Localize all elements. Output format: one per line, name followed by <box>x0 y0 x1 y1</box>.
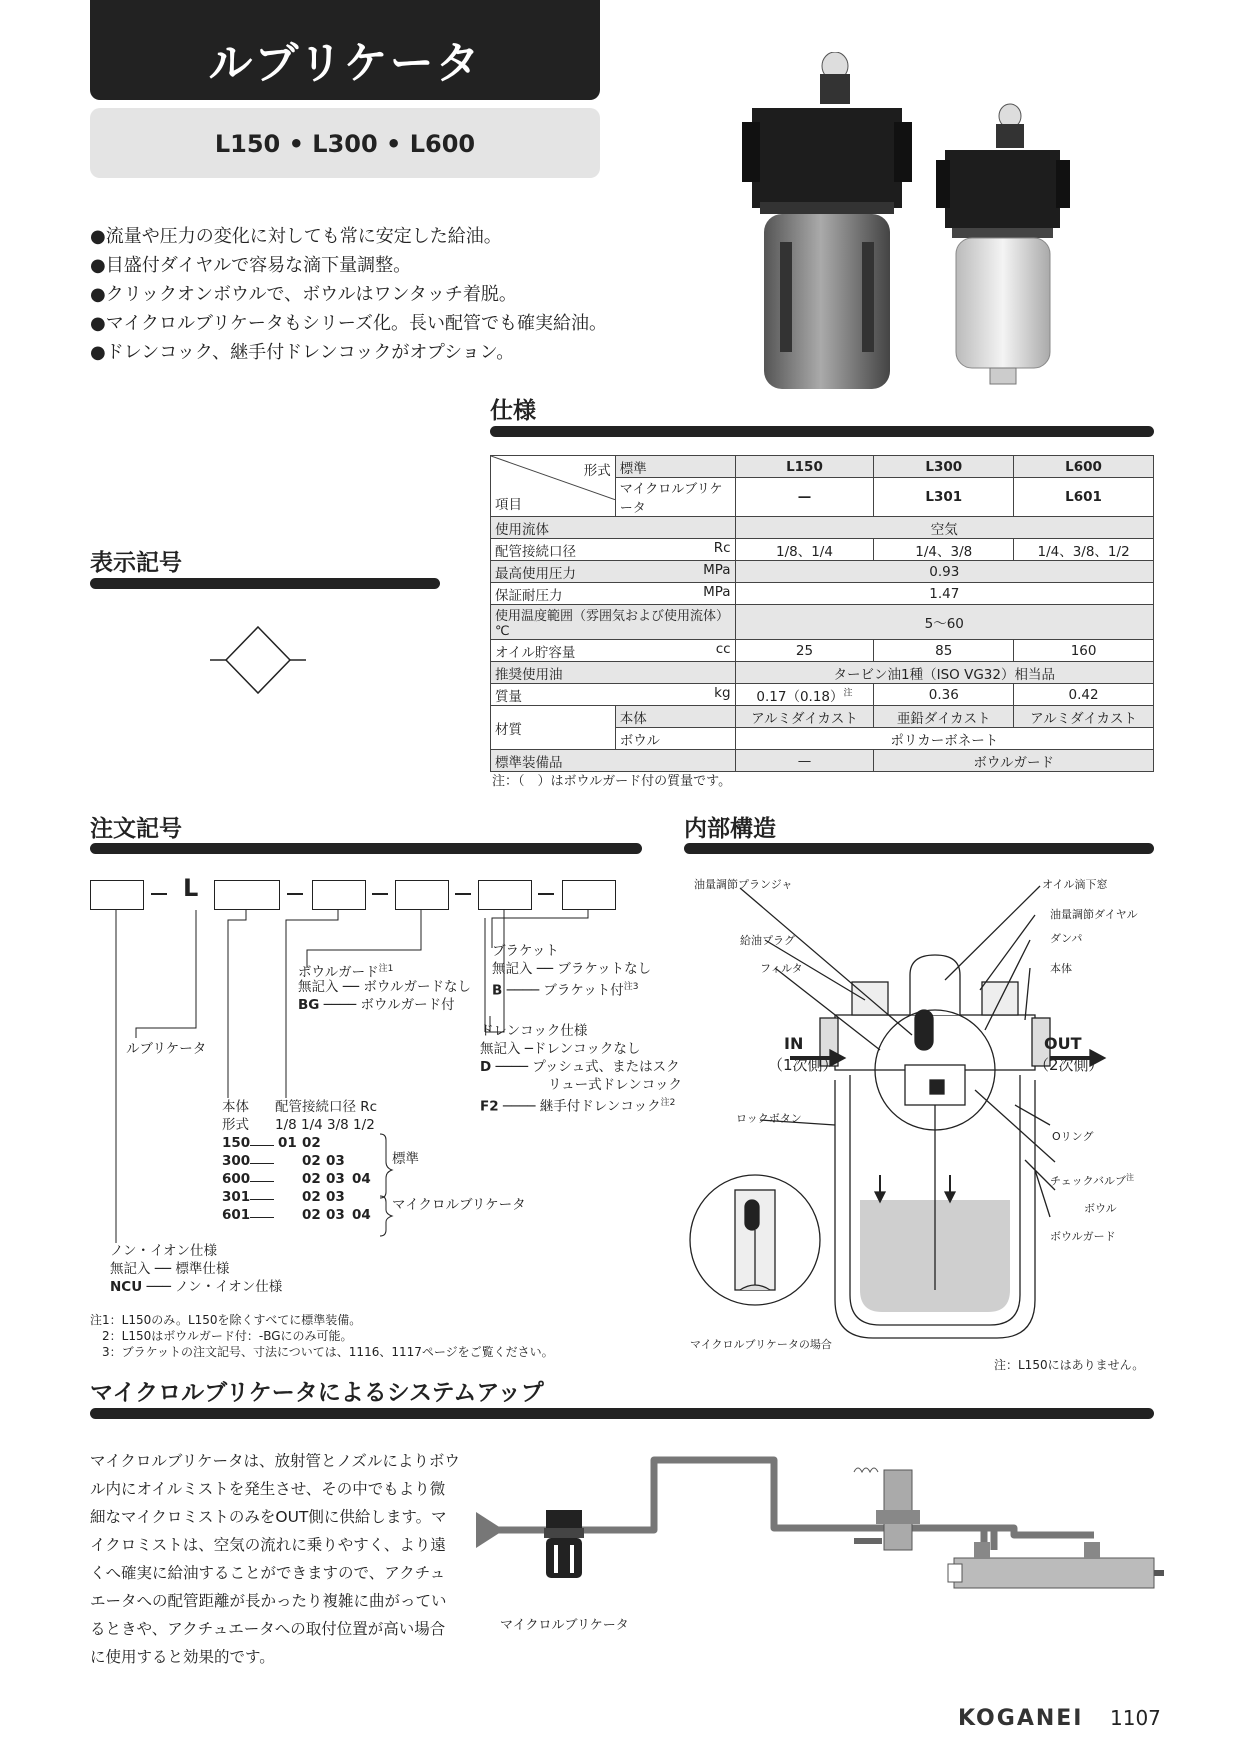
order-val: 標準仕様 <box>175 1261 230 1277</box>
order-micro-label: マイクロルブリケータ <box>392 1197 526 1213</box>
spec-col-l300: L300 <box>874 456 1014 478</box>
label-plunger: 油量調節プランジャ <box>694 878 793 891</box>
order-title: 注文記号 <box>90 816 182 842</box>
order-bowlguard-bg: BG ──── ボウルガード付 <box>298 997 455 1013</box>
order-body-code: 03 <box>326 1153 345 1169</box>
page-number: 1107 <box>1110 1706 1161 1730</box>
order-body-model: 601 <box>222 1207 251 1223</box>
order-note: 3：ブラケットの注文記号、寸法については、1116、1117ページをご覧ください。 <box>102 1345 554 1359</box>
spec-material-bowl-label: ボウル <box>615 728 735 750</box>
order-body-model: 150 <box>222 1135 251 1151</box>
label-lock: ロックボタン <box>736 1112 802 1125</box>
order-key: 無記入 <box>492 961 533 977</box>
spec-row-label: 最高使用圧力 <box>495 565 576 582</box>
spec-temp-value: 5〜60 <box>735 605 1153 640</box>
spec-unit: Rc <box>713 539 731 556</box>
feature-item: ●マイクロルブリケータもシリーズ化。長い配管でも確実給油。 <box>90 313 608 334</box>
spec-port-value: 1/4、3/8、1/2 <box>1014 539 1154 561</box>
spec-col-l150: L150 <box>735 456 874 478</box>
order-nonion-ncu: NCU ─── ノン・イオン仕様 <box>110 1279 283 1295</box>
model-list: L150 • L300 • L600 <box>90 108 600 178</box>
order-note-mark: 注2 <box>660 1098 676 1108</box>
order-val: ボウルガード付 <box>360 997 455 1013</box>
label-check-text: チェックバルブ <box>1050 1174 1127 1188</box>
order-body-h3: 形式 <box>222 1117 249 1133</box>
order-drain-f2: F2 ──── 継手付ドレンコック$^{注2}$ <box>480 1098 676 1115</box>
spec-row-label: 質量 <box>495 688 522 705</box>
order-body-code: 03 <box>326 1207 345 1223</box>
label-dial: 油量調節ダイヤル <box>1050 908 1138 921</box>
order-bowlguard-none: 無記入 ── ボウルガードなし <box>298 979 471 995</box>
order-val: プッシュ式、またはスク <box>532 1059 680 1075</box>
spec-header-koumoku: 項目 <box>495 497 522 513</box>
spec-unit: MPa <box>703 583 731 600</box>
spec-std-value: — <box>735 750 874 772</box>
feature-item: ●流量や圧力の変化に対しても常に安定した給油。 <box>90 226 502 247</box>
order-bracket-b: B ──── ブラケット付$^{注3}$ <box>492 982 639 999</box>
label-out2: （2次側） <box>1034 1056 1104 1074</box>
spec-unit: cc <box>715 640 731 657</box>
spec-port-value: 1/8、1/4 <box>735 539 874 561</box>
order-drain-d-2: リュー式ドレンコック <box>548 1077 682 1093</box>
order-note: 2：L150はボウルガード付：-BGにのみ可能。 <box>102 1329 353 1343</box>
order-body-h2: 配管接続口径 Rc <box>275 1099 378 1115</box>
order-drain-d: D ──── プッシュ式、またはスク <box>480 1059 680 1075</box>
feature-item: ●クリックオンボウルで、ボウルはワンタッチ着脱。 <box>90 284 517 305</box>
label-out: OUT <box>1044 1034 1082 1053</box>
internal-rule <box>684 843 1154 854</box>
order-body-code: 03 <box>326 1171 345 1187</box>
order-note: 注1：L150のみ。L150を除くすべてに標準装備。 <box>90 1313 362 1327</box>
order-val: ブラケットなし <box>557 961 652 977</box>
product-photo <box>740 52 1070 402</box>
order-body-code: 02 <box>302 1171 321 1187</box>
order-l: L <box>183 874 199 902</box>
label-micro-case: マイクロルブリケータの場合 <box>690 1338 832 1351</box>
label-body: 本体 <box>1050 962 1072 975</box>
order-note-mark: 注3 <box>623 982 639 992</box>
order-body-code: 02 <box>302 1153 321 1169</box>
order-body-code: 02 <box>302 1207 321 1223</box>
order-val: 継手付ドレンコック <box>539 1098 661 1115</box>
symbol-title: 表示記号 <box>90 550 182 576</box>
order-body-code: 01 <box>278 1135 297 1151</box>
spec-maxp-value: 0.93 <box>735 561 1153 583</box>
order-body-leader <box>250 1181 274 1182</box>
spec-mass-value: 0.36 <box>874 684 1014 706</box>
spec-material-body-value: アルミダイカスト <box>735 706 874 728</box>
system-title: マイクロルブリケータによるシステムアップ <box>90 1380 544 1406</box>
order-nonion-none: 無記入 ── 標準仕様 <box>110 1261 230 1277</box>
spec-note: 注：（ ）はボウルガード付の質量です。 <box>492 774 732 789</box>
internal-title: 内部構造 <box>684 816 776 842</box>
order-val: ドレンコックなし <box>532 1041 641 1057</box>
order-body-model: 600 <box>222 1171 251 1187</box>
order-std-label: 標準 <box>392 1151 419 1167</box>
label-check <box>1050 1172 1134 1189</box>
spec-material-body-value: アルミダイカスト <box>1014 706 1154 728</box>
system-diagram <box>474 1450 1164 1620</box>
order-body-code: 02 <box>302 1135 321 1151</box>
order-note-mark: 注1 <box>378 964 394 974</box>
label-damper: ダンパ <box>1050 932 1083 945</box>
order-body-code: 04 <box>352 1207 371 1223</box>
spec-rec-value: タービン油1種（ISO VG32）相当品 <box>735 662 1153 684</box>
spec-title: 仕様 <box>490 398 536 424</box>
order-body-model: 300 <box>222 1153 251 1169</box>
order-val: ノン・イオン仕様 <box>175 1279 283 1295</box>
label-window: オイル滴下窓 <box>1042 878 1108 891</box>
order-body-leader <box>250 1199 274 1200</box>
spec-row-label: 配管接続口径 <box>495 543 576 560</box>
spec-material-bowl-value: ポリカーボネート <box>735 728 1153 750</box>
order-key: 無記入 <box>110 1261 151 1277</box>
order-nonion-title: ノン・イオン仕様 <box>110 1243 218 1259</box>
spec-col-l600: L600 <box>1014 456 1154 478</box>
order-val: ブラケット付 <box>543 982 624 999</box>
spec-unit: MPa <box>703 561 731 578</box>
spec-row-label: 使用流体 <box>491 517 736 539</box>
order-body-code: 02 <box>302 1189 321 1205</box>
order-body-leader <box>250 1163 274 1164</box>
spec-mass-value: 0.17（0.18） <box>756 688 844 705</box>
system-rule <box>90 1408 1154 1419</box>
label-oring: Oリング <box>1052 1130 1094 1143</box>
spec-oil-value: 85 <box>874 640 1014 662</box>
spec-col-micro-1: — <box>735 478 874 517</box>
system-label: マイクロルブリケータ <box>500 1618 629 1633</box>
spec-fluid-value: 空気 <box>735 517 1153 539</box>
label-guard: ボウルガード <box>1050 1230 1116 1243</box>
internal-note: 注：L150にはありません。 <box>994 1358 1145 1372</box>
page-title: ルブリケータ <box>90 0 600 100</box>
order-bracket-title: ブラケット <box>492 943 559 959</box>
spec-col-l601: L601 <box>1014 478 1154 517</box>
spec-proof-value: 1.47 <box>735 583 1153 605</box>
spec-oil-value: 160 <box>1014 640 1154 662</box>
order-body-leader <box>250 1145 274 1146</box>
order-drain-title: ドレンコック仕様 <box>480 1023 588 1039</box>
feature-item: ●ドレンコック、継手付ドレンコックがオプション。 <box>90 342 515 363</box>
spec-mass-cell-l150 <box>735 684 874 706</box>
order-key: D <box>480 1059 492 1075</box>
label-bowl: ボウル <box>1084 1202 1117 1215</box>
order-body-model: 301 <box>222 1189 251 1205</box>
order-drain-none: 無記入 ─ドレンコックなし <box>480 1041 641 1057</box>
spec-row-label: オイル貯容量 <box>495 644 576 661</box>
spec-row-label: 標準装備品 <box>491 750 736 772</box>
feature-item: ●目盛付ダイヤルで容易な滴下量調整。 <box>90 255 412 276</box>
label-plug: 給油プラグ <box>740 934 795 947</box>
spec-oil-value: 25 <box>735 640 874 662</box>
spec-material-body-value: 亜鉛ダイカスト <box>874 706 1014 728</box>
order-key: BG <box>298 997 320 1013</box>
order-lub-label: ルブリケータ <box>126 1041 207 1057</box>
spec-col-l301: L301 <box>874 478 1014 517</box>
spec-mass-value: 0.42 <box>1014 684 1154 706</box>
spec-mass-note-mark: 注 <box>843 688 853 698</box>
spec-unit: kg <box>714 684 731 701</box>
order-body-leader <box>250 1217 274 1218</box>
label-in2: （1次側） <box>768 1056 838 1074</box>
order-key: F2 <box>480 1098 499 1115</box>
order-key: 無記入 <box>298 979 339 995</box>
order-bracket-none: 無記入 ── ブラケットなし <box>492 961 652 977</box>
spec-row-label: 使用温度範囲（雰囲気および使用流体）℃ <box>491 605 736 640</box>
order-notes <box>90 1312 554 1360</box>
spec-header-std: 標準 <box>615 456 735 478</box>
order-body-code: 04 <box>352 1171 371 1187</box>
order-key: 無記入 <box>480 1041 521 1057</box>
system-body: マイクロルブリケータは、放射管とノズルによりボウル内にオイルミストを発生させ、その中でもより微細なマイクロミストのみをOUT側に供給します。マイクロミストは、空気の流れに乗りやすく、より遠くへ確実に給油することができますので、アクチュエータへの配管距離が長かったり複雑に曲がっているときや、アクチュエータへの取付位置が高い場合に使用すると効果的です。 <box>90 1452 460 1666</box>
order-bowlguard-label: ボウルガード <box>298 964 379 981</box>
spec-header-micro: マイクロルブリケータ <box>615 478 735 517</box>
spec-std-value: ボウルガード <box>874 750 1154 772</box>
label-in: IN <box>784 1034 804 1053</box>
spec-header-katashiki: 形式 <box>583 463 611 479</box>
order-body-h4: 1/8 1/4 3/8 1/2 <box>275 1117 375 1133</box>
spec-material-body-label: 本体 <box>615 706 735 728</box>
order-val: ボウルガードなし <box>363 979 471 995</box>
brand-logo: KOGANEI <box>958 1706 1084 1731</box>
spec-row-label: 材質 <box>491 706 616 750</box>
label-filter: フィルタ <box>760 962 803 975</box>
spec-port-value: 1/4、3/8 <box>874 539 1014 561</box>
spec-row-label: 推奨使用油 <box>491 662 736 684</box>
order-key: B <box>492 982 503 999</box>
order-key: NCU <box>110 1279 143 1295</box>
order-body-h1: 本体 <box>222 1099 249 1115</box>
spec-row-label: 保証耐圧力 <box>495 587 563 604</box>
order-body-code: 03 <box>326 1189 345 1205</box>
label-check-note: 注 <box>1126 1173 1135 1182</box>
